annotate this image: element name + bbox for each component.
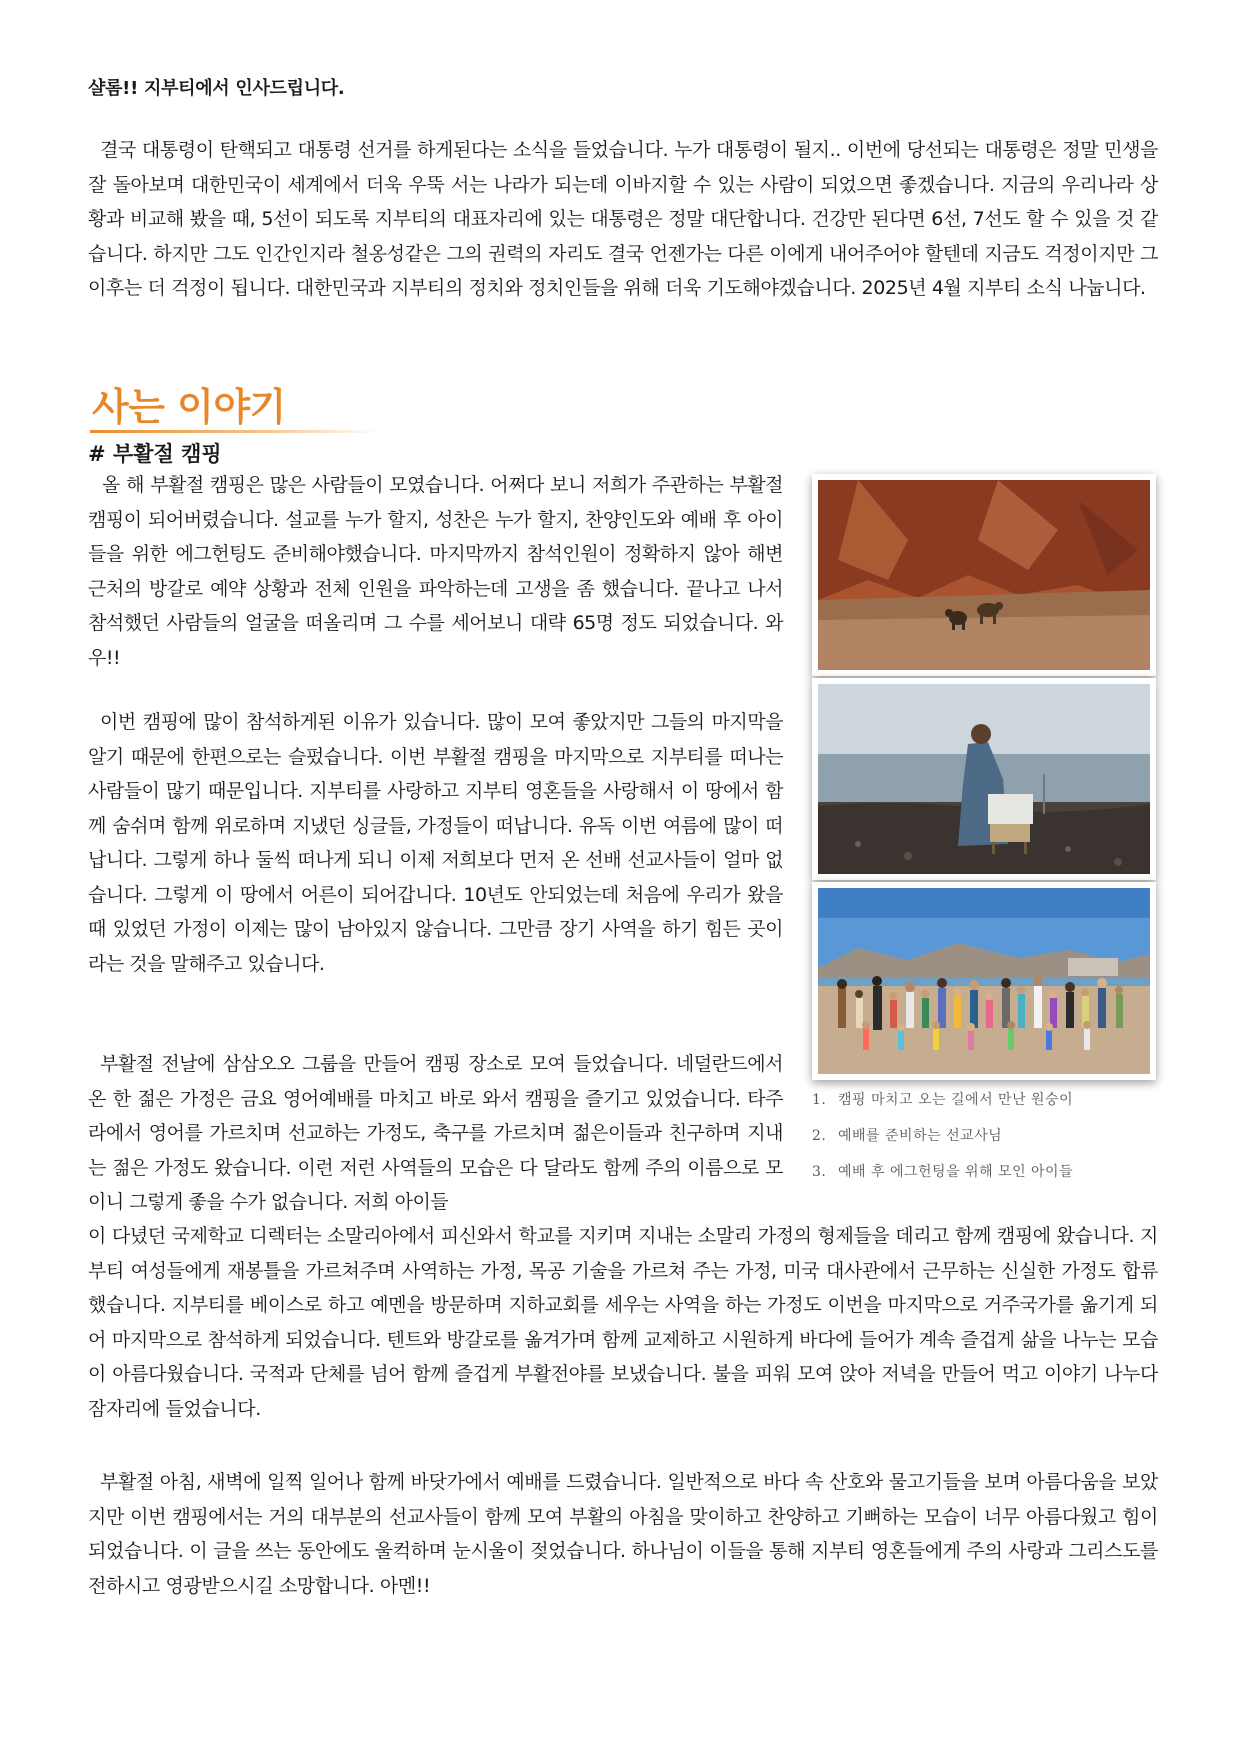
photo-captions bbox=[812, 1086, 1156, 1194]
paragraph-1: 올 해 부활절 캠핑은 많은 사람들이 모였습니다. 어쩌다 보니 저희가 주관하는 부활절 캠핑이 되어버렸습니다. 설교를 누가 할지, 성찬은 누가 할지, 찬양인도와 예배 후 아이들을 위한 에그헌팅도 준비해야했습니다. 마지막까지 참석인원이 정확하지 않아 해변 근처의 방갈로 예약 상황과 전체 인원을 파악하는데 고생을 좀 했습니다. 끝나고 나서 참석했던 사람들의 얼굴을 떠올리며 그 수를 세어보니 대략 65명 정도 되었습니다. 와우!! bbox=[88, 474, 783, 669]
caption-item: 3. 예배 후 에그헌팅을 위해 모인 아이들 bbox=[812, 1164, 1074, 1180]
section-title: 사는 이야기 bbox=[92, 385, 286, 429]
intro-paragraph: 결국 대통령이 탄핵되고 대통령 선거를 하게된다는 소식을 들었습니다. 누가 대통령이 될지.. 이번에 당선되는 대통령은 정말 민생을 잘 돌아보며 대한민국이 세계에서 더욱 우뚝 서는 나라가 되는데 이바지할 수 있는 사람이 되었으면 좋겠습니다. 지금의 우리나라 상황과 비교해 봤을 때, 5선이 되도록 지부티의 대표자리에 있는 대통령은 정말 대단합니다. 건강만 된다면 6선, 7선도 할 수 있을 것 같습니다. 하지만 그도 인간인지라 철옹성같은 그의 권력의 자리도 결국 언젠가는 다른 이에게 내어주어야 할텐데 지금도 걱정이지만 그 이후는 더 걱정이 됩니다. 대한민국과 지부티의 정치와 정치인들을 위해 더욱 기도해야겠습니다. 2025년 4월 지부티 소식 나눕니다. bbox=[88, 139, 1158, 299]
subheading: # 부활절 캠핑 bbox=[88, 442, 222, 466]
section-divider bbox=[90, 430, 380, 433]
greeting: 샬롬!! 지부티에서 인사드립니다. bbox=[88, 78, 345, 99]
photo-baboons bbox=[812, 474, 1156, 676]
paragraph-3: 부활절 전날에 삼삼오오 그룹을 만들어 캠핑 장소로 모여 들었습니다. 네덜란드에서 온 한 젊은 가정은 금요 영어예배를 마치고 바로 와서 캠핑을 즐기고 있었습니다. 타주라에서 영어를 가르치며 선교하는 가정도, 축구를 가르치며 젊은이들과 친구하며 지내는 젊은 가정도 왔습니다. 이런 저런 사역들의 모습은 다 달라도 함께 주의 이름으로 모이니 그렇게 좋을 수가 없습니다. 저희 아이들 bbox=[88, 1053, 783, 1213]
caption-item: 1. 캠핑 마치고 오는 길에서 만난 원숭이 bbox=[812, 1092, 1074, 1108]
photo-kids-egg-hunt bbox=[812, 882, 1156, 1080]
paragraph-2: 이번 캠핑에 많이 참석하게된 이유가 있습니다. 많이 모여 좋았지만 그들의 마지막을 알기 때문에 한편으로는 슬펐습니다. 이번 부활절 캠핑을 마지막으로 지부티를 떠나는 사람들이 많기 때문입니다. 지부티를 사랑하고 지부티 영혼들을 사랑해서 이 땅에서 함께 숨쉬며 함께 위로하며 지냈던 싱글들, 가정들이 떠납니다. 유독 이번 여름에 많이 떠납니다. 그렇게 하나 둘씩 떠나게 되니 이제 저희보다 먼저 온 선배 선교사들이 얼마 없습니다. 그렇게 이 땅에서 어른이 되어갑니다. 10년도 안되었는데 처음에 우리가 왔을 때 있었던 가정이 이제는 많이 남아있지 않습니다. 그만큼 장기 사역을 하기 힘든 곳이라는 것을 말해주고 있습니다. bbox=[88, 711, 783, 975]
caption-item: 2. 예배를 준비하는 선교사님 bbox=[812, 1128, 1003, 1144]
photo-missionary-preparing bbox=[812, 678, 1156, 880]
paragraph-4: 부활절 아침, 새벽에 일찍 일어나 함께 바닷가에서 예배를 드렸습니다. 일반적으로 바다 속 산호와 물고기들을 보며 아름다움을 보았지만 이번 캠핑에서는 거의 대부분의 선교사들이 함께 모여 부활의 아침을 맞이하고 찬양하고 기뻐하는 모습이 너무 아름다웠고 힘이 되었습니다. 이 글을 쓰는 동안에도 울컥하며 눈시울이 젖었습니다. 하나님이 이들을 통해 지부티 영혼들에게 주의 사랑과 그리스도를 전하시고 영광받으시길 소망합니다. 아멘!! bbox=[88, 1471, 1158, 1597]
paragraph-3-continued: 이 다녔던 국제학교 디렉터는 소말리아에서 피신와서 학교를 지키며 지내는 소말리 가정의 형제들을 데리고 함께 캠핑에 왔습니다. 지부티 여성들에게 재봉틀을 가르쳐주며 사역하는 가정, 목공 기술을 가르쳐 주는 가정, 미국 대사관에서 근무하는 신실한 가정도 합류했습니다. 지부티를 베이스로 하고 예멘을 방문하며 지하교회를 세우는 사역을 하는 가정도 이번을 마지막으로 거주국가를 옮기게 되어 마지막으로 참석하게 되었습니다. 텐트와 방갈로를 옮겨가며 함께 교제하고 시원하게 바다에 들어가 계속 즐겁게 삶을 나누는 모습이 아름다웠습니다. 국적과 단체를 넘어 함께 즐겁게 부활전야를 보냈습니다. 불을 피워 모여 앉아 저녁을 만들어 먹고 이야기 나누다 잠자리에 들었습니다. bbox=[88, 1225, 1158, 1420]
